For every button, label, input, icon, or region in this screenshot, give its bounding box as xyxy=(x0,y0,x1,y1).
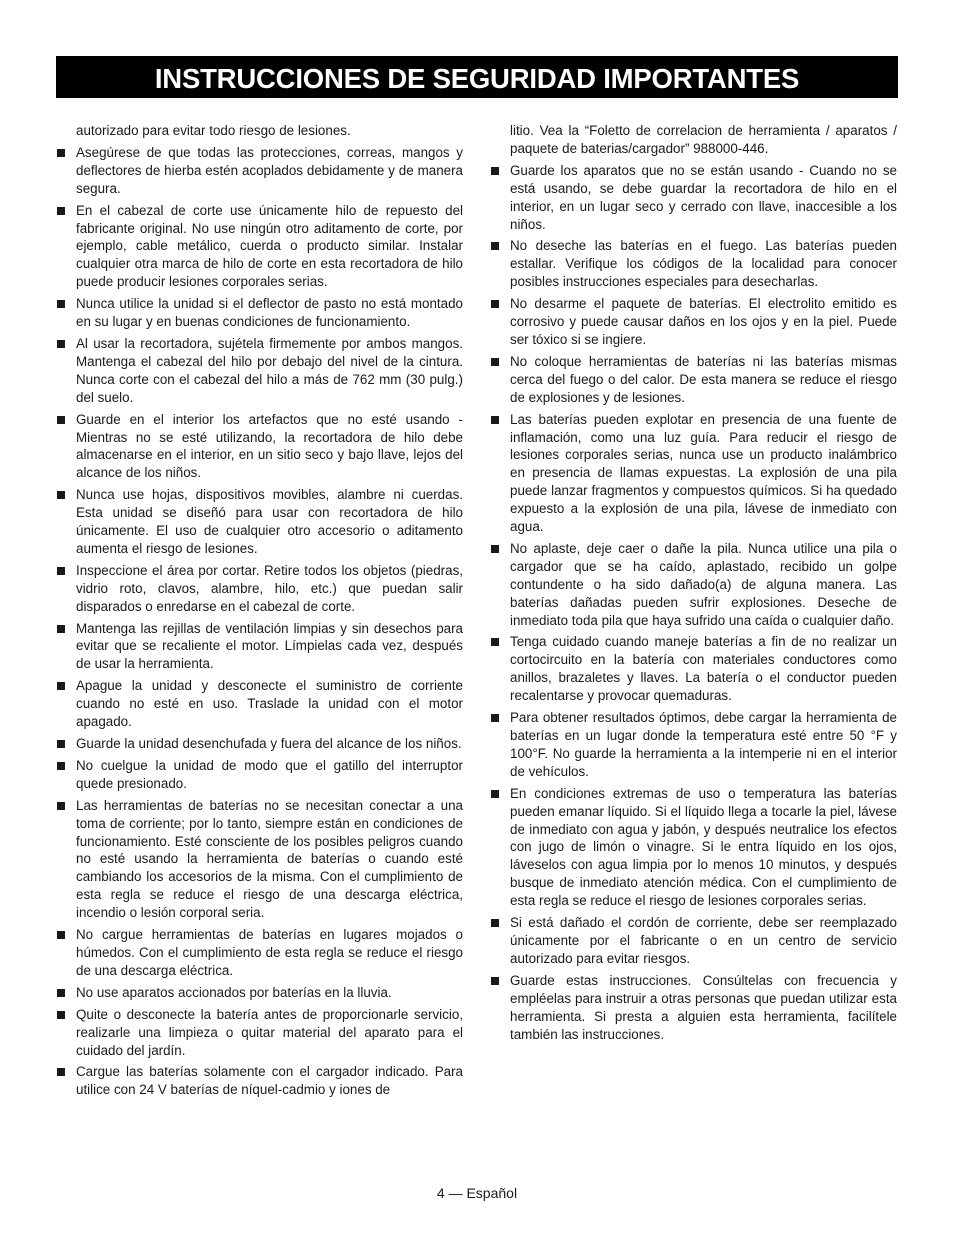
right-column xyxy=(490,122,897,1047)
continued-paragraph xyxy=(56,122,463,140)
list-item: Asegúrese de que todas las protecciones, correas, mangos y deflectores de hierba estén acoplados debidamente y de manera segura. xyxy=(56,144,463,198)
square-bullet-icon xyxy=(57,625,65,633)
continued-text: litio. Vea la “Foletto de correlacion de herramienta / aparatos / paquete de baterias/cargador” 988000-446. xyxy=(510,123,897,156)
list-item: No desarme el paquete de baterías. El electrolito emitido es corrosivo y puede causar daños en los ojos y en la piel. Puede ser tóxico si se ingiere. xyxy=(490,295,897,349)
square-bullet-icon xyxy=(57,340,65,348)
square-bullet-icon xyxy=(491,300,499,308)
square-bullet-icon xyxy=(57,491,65,499)
list-item: Las herramientas de baterías no se necesitan conectar a una toma de corriente; por lo tanto, siempre están en condiciones de funcionamiento. Esté consciente de los posibles peligros cuando no esté usando la herramienta de baterías o cuando esté cambiando los accesorios de la misma. Con el cumplimiento de esta regla se reduce el riesgo de una descarga eléctrica, incendio o lesión corporal seria. xyxy=(56,797,463,922)
square-bullet-icon xyxy=(491,638,499,646)
list-item: Guarde los aparatos que no se están usando - Cuando no se está usando, se debe guardar la recortadora de hilo en el interior, en un lugar seco y cerrado con llave, inaccesible a los niños. xyxy=(490,162,897,234)
square-bullet-icon xyxy=(57,567,65,575)
list-item: Tenga cuidado cuando maneje baterías a fin de no realizar un cortocircuito en la batería con materiales conductores como anillos, brazaletes y llaves. La batería o el conductor pueden recalentarse y provocar quemaduras. xyxy=(490,633,897,705)
square-bullet-icon xyxy=(491,545,499,553)
list-item: En el cabezal de corte use únicamente hilo de repuesto del fabricante original. No use ningún otro aditamento de corte, por ejemplo, cable metálico, cuerda o producto similar. Instalar cualquier otra marca de hilo de corte en esta recortadora de hilo puede producir lesiones corporales serias. xyxy=(56,202,463,292)
square-bullet-icon xyxy=(491,242,499,250)
left-column xyxy=(56,122,463,1103)
list-item: No use aparatos accionados por baterías en la lluvia. xyxy=(56,984,463,1002)
list-item: Guarde la unidad desenchufada y fuera del alcance de los niños. xyxy=(56,735,463,753)
square-bullet-icon xyxy=(491,977,499,985)
list-item: No cuelgue la unidad de modo que el gatillo del interruptor quede presionado. xyxy=(56,757,463,793)
square-bullet-icon xyxy=(57,1011,65,1019)
list-item: Guarde en el interior los artefactos que no esté usando - Mientras no se esté utilizando, la recortadora de hilo debe almacenarse en el interior, en un sitio seco y bajo llave, lejos del alcance de los niños. xyxy=(56,411,463,483)
continued-text: autorizado para evitar todo riesgo de lesiones. xyxy=(76,123,351,138)
page-title: INSTRUCCIONES DE SEGURIDAD IMPORTANTES xyxy=(154,62,800,94)
list-item: No aplaste, deje caer o dañe la pila. Nunca utilice una pila o cargador que se ha caído, aplastado, recibido un golpe contundente o ha sido dañado(a) de alguna manera. Las baterías dañadas pueden sufrir explosiones. Deseche de inmediato toda pila que haya sufrido una caída o cualquier daño. xyxy=(490,540,897,630)
list-item: No cargue herramientas de baterías en lugares mojados o húmedos. Con el cumplimiento de esta regla se reduce el riesgo de una descarga eléctrica. xyxy=(56,926,463,980)
header-bar xyxy=(56,56,898,98)
list-item: Quite o desconecte la batería antes de proporcionarle servicio, realizarle una limpieza o quitar material del aparato para el cuidado del jardín. xyxy=(56,1006,463,1060)
square-bullet-icon xyxy=(57,740,65,748)
square-bullet-icon xyxy=(57,931,65,939)
list-item: Mantenga las rejillas de ventilación limpias y sin desechos para evitar que se recaliente el motor. Límpielas cada vez, después de usar la herramienta. xyxy=(56,620,463,674)
square-bullet-icon xyxy=(491,714,499,722)
list-item: No deseche las baterías en el fuego. Las baterías pueden estallar. Verifique los códigos de la localidad para conocer posibles instrucciones especiales para desecharlas. xyxy=(490,237,897,291)
square-bullet-icon xyxy=(491,790,499,798)
continued-paragraph xyxy=(490,122,897,158)
square-bullet-icon xyxy=(491,416,499,424)
square-bullet-icon xyxy=(57,207,65,215)
square-bullet-icon xyxy=(57,802,65,810)
list-item: Apague la unidad y desconecte el suministro de corriente cuando no esté en uso. Traslade la unidad con el motor apagado. xyxy=(56,677,463,731)
list-item: Inspeccione el área por cortar. Retire todos los objetos (piedras, vidrio roto, clavos, alambre, hilo, etc.) que puedan salir disparados o enredarse en el cabezal de corte. xyxy=(56,562,463,616)
list-item: Cargue las baterías solamente con el cargador indicado. Para utilice con 24 V baterías de níquel-cadmio y iones de xyxy=(56,1063,463,1099)
list-item: En condiciones extremas de uso o temperatura las baterías pueden emanar líquido. Si el líquido llega a tocarle la piel, lávese de inmediato con agua y jabón, y después neutralice los efectos con jugo de limón o vinagre. Si le entra líquido en los ojos, láveselos con agua limpia por lo menos 10 minutos, y después busque de inmediato atención médica. Con el cumplimiento de esta regla se reduce el riesgo de lesiones corporales serias. xyxy=(490,785,897,910)
list-item: Las baterías pueden explotar en presencia de una fuente de inflamación, como una luz guía. Para reducir el riesgo de lesiones corporales serias, nunca use un producto inalámbrico en presencia de llamas expuestas. La explosión de una pila puede lanzar fragmentos y compuestos químicos. Si ha quedado expuesto a la explosión de una pila, lávese de inmediato con agua. xyxy=(490,411,897,536)
square-bullet-icon xyxy=(57,149,65,157)
list-item: Para obtener resultados óptimos, debe cargar la herramienta de baterías en un lugar donde la temperatura esté entre 50 °F y 100°F. No guarde la herramienta a la intemperie ni en el interior de vehículos. xyxy=(490,709,897,781)
square-bullet-icon xyxy=(57,682,65,690)
list-item: No coloque herramientas de baterías ni las baterías mismas cerca del fuego o del calor. De esta manera se reduce el riesgo de explosiones y de lesiones. xyxy=(490,353,897,407)
list-item: Guarde estas instrucciones. Consúltelas con frecuencia y empléelas para instruir a otras personas que puedan utilizar esta herramienta. Si presta a alguien esta herramienta, facilítele también las instrucciones. xyxy=(490,972,897,1044)
list-item: Nunca use hojas, dispositivos movibles, alambre ni cuerdas. Esta unidad se diseñó para usar con recortadora de hilo únicamente. El uso de cualquier otro accesorio o aditamento aumenta el riesgo de lesiones. xyxy=(56,486,463,558)
square-bullet-icon xyxy=(57,762,65,770)
page-footer xyxy=(0,1185,954,1201)
square-bullet-icon xyxy=(57,300,65,308)
square-bullet-icon xyxy=(57,1068,65,1076)
list-item: Al usar la recortadora, sujétela firmemente por ambos mangos. Mantenga el cabezal del hilo por debajo del nivel de la cintura. Nunca corte con el cabezal del hilo a más de 762 mm (30 pulg.) del suelo. xyxy=(56,335,463,407)
square-bullet-icon xyxy=(491,358,499,366)
square-bullet-icon xyxy=(57,416,65,424)
square-bullet-icon xyxy=(57,989,65,997)
square-bullet-icon xyxy=(491,167,499,175)
list-item: Nunca utilice la unidad si el deflector de pasto no está montado en su lugar y en buenas condiciones de funcionamiento. xyxy=(56,295,463,331)
list-item: Si está dañado el cordón de corriente, debe ser reemplazado únicamente por el fabricante o en un centro de servicio autorizado para evitar riesgos. xyxy=(490,914,897,968)
square-bullet-icon xyxy=(491,919,499,927)
page-number-label: 4 — Español xyxy=(436,1185,518,1201)
